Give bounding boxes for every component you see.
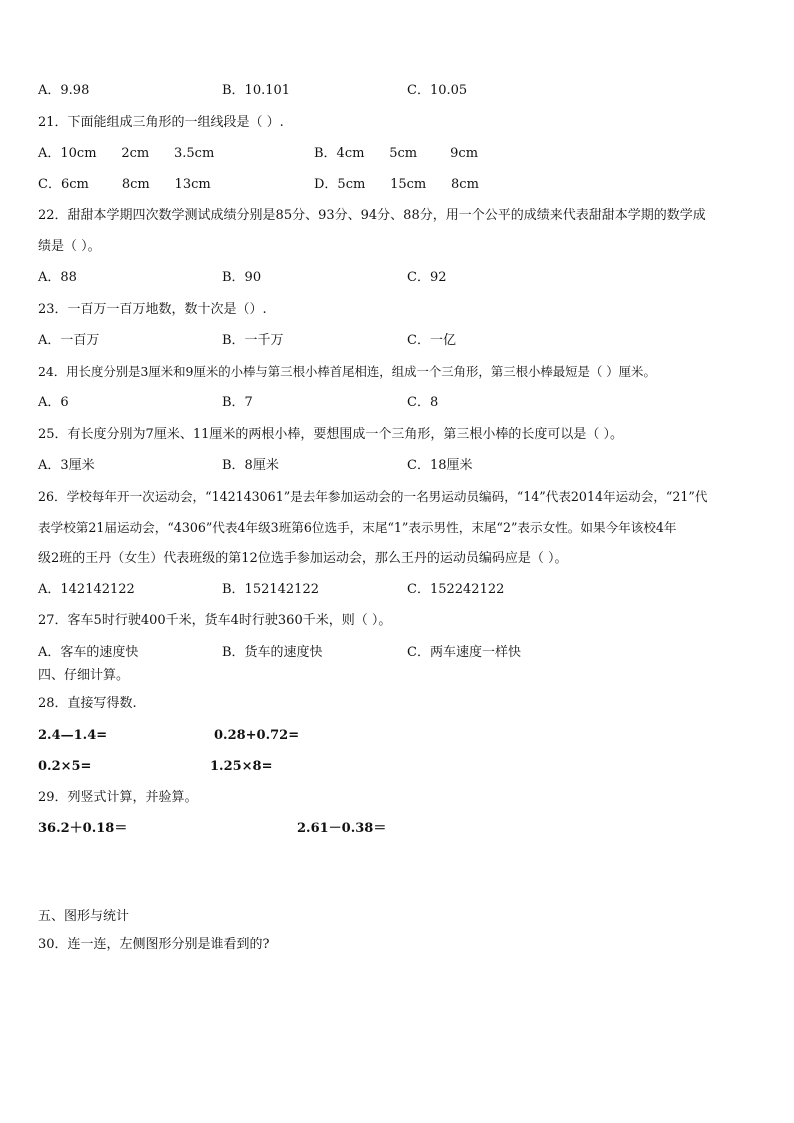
q22-question-line1: 22．甜甜本学期四次数学测试成绩分别是85分、93分、94分、88分，用一个公平的成绩来代表甜甜本学期的数学成 [38,208,706,223]
q26-question-line3: 级2班的王丹（女生）代表班级的第12位选手参加运动会，那么王丹的运动员编码应是（ ）。 [38,551,568,566]
q21-option-c: C．6cm 8cm 13cm [38,177,211,192]
q26-option-a: A．142142122 [38,582,135,597]
q28-item-1: 2.4—1.4= [38,728,108,743]
q27-question: 27．客车5时行驶400千米，货车4时行驶360千米，则（ ）。 [38,613,392,628]
q29-item-2: 2.61－0.38＝ [297,821,387,836]
q22-question-line2: 绩是（ ）。 [38,239,101,254]
q23-question: 23．一百万一百万地数，数十次是（）. [38,302,267,317]
section-5-title: 五、图形与统计 [38,909,130,924]
q22-option-c: C．92 [407,270,447,285]
q24-option-b: B．7 [222,395,253,410]
q20-option-a: A．9.98 [38,83,90,98]
q26-option-b: B．152142122 [222,582,319,597]
q28-item-4: 1.25×8= [210,759,273,774]
q30-question: 30．连一连，左侧图形分别是谁看到的? [38,937,270,952]
q24-option-a: A．6 [38,395,69,410]
q21-option-d: D．5cm 15cm 8cm [314,177,479,192]
q25-question: 25．有长度分别为7厘米、11厘米的两根小棒，要想围成一个三角形，第三根小棒的长度可以是（ ）。 [38,427,623,442]
q28-item-3: 0.2×5= [38,759,92,774]
q27-option-b: B．货车的速度快 [222,645,323,660]
q21-option-a: A．10cm 2cm 3.5cm [38,146,215,161]
q25-option-c: C．18厘米 [407,458,473,473]
section-4-title: 四、仔细计算。 [38,668,130,683]
q24-question: 24．用长度分别是3厘米和9厘米的小棒与第三根小棒首尾相连，组成一个三角形，第三根小棒最短是（ ）厘米。 [38,364,656,379]
q23-option-c: C．一亿 [407,333,456,348]
q26-question-line2: 表学校第21届运动会，“4306”代表4年级3班第6位选手，末尾“1”表示男性，末尾“2”表示女性。如果今年该校4年 [38,520,677,535]
q22-option-a: A．88 [38,270,77,285]
q29-question: 29．列竖式计算，并验算。 [38,790,198,805]
q28-question: 28．直接写得数. [38,696,137,711]
q23-option-a: A．一百万 [38,333,100,348]
q29-item-1: 36.2＋0.18＝ [38,821,128,836]
q28-item-2: 0.28+0.72= [214,728,300,743]
q21-option-b: B．4cm 5cm 9cm [314,146,479,161]
q25-option-b: B．8厘米 [222,458,279,473]
q27-option-c: C．两车速度一样快 [407,645,521,660]
q23-option-b: B．一千万 [222,333,284,348]
q22-option-b: B．90 [222,270,262,285]
q25-option-a: A．3厘米 [38,458,95,473]
q27-option-a: A．客车的速度快 [38,645,139,660]
q20-option-b: B．10.101 [222,83,291,98]
q24-option-c: C．8 [407,395,439,410]
q20-option-c: C．10.05 [407,83,468,98]
q26-question-line1: 26．学校每年开一次运动会，“142143061”是去年参加运动会的一名男运动员编码，“14”代表2014年运动会，“21”代 [38,489,708,504]
q26-option-c: C．152242122 [407,582,505,597]
q21-question: 21．下面能组成三角形的一组线段是（ ）. [38,115,284,130]
